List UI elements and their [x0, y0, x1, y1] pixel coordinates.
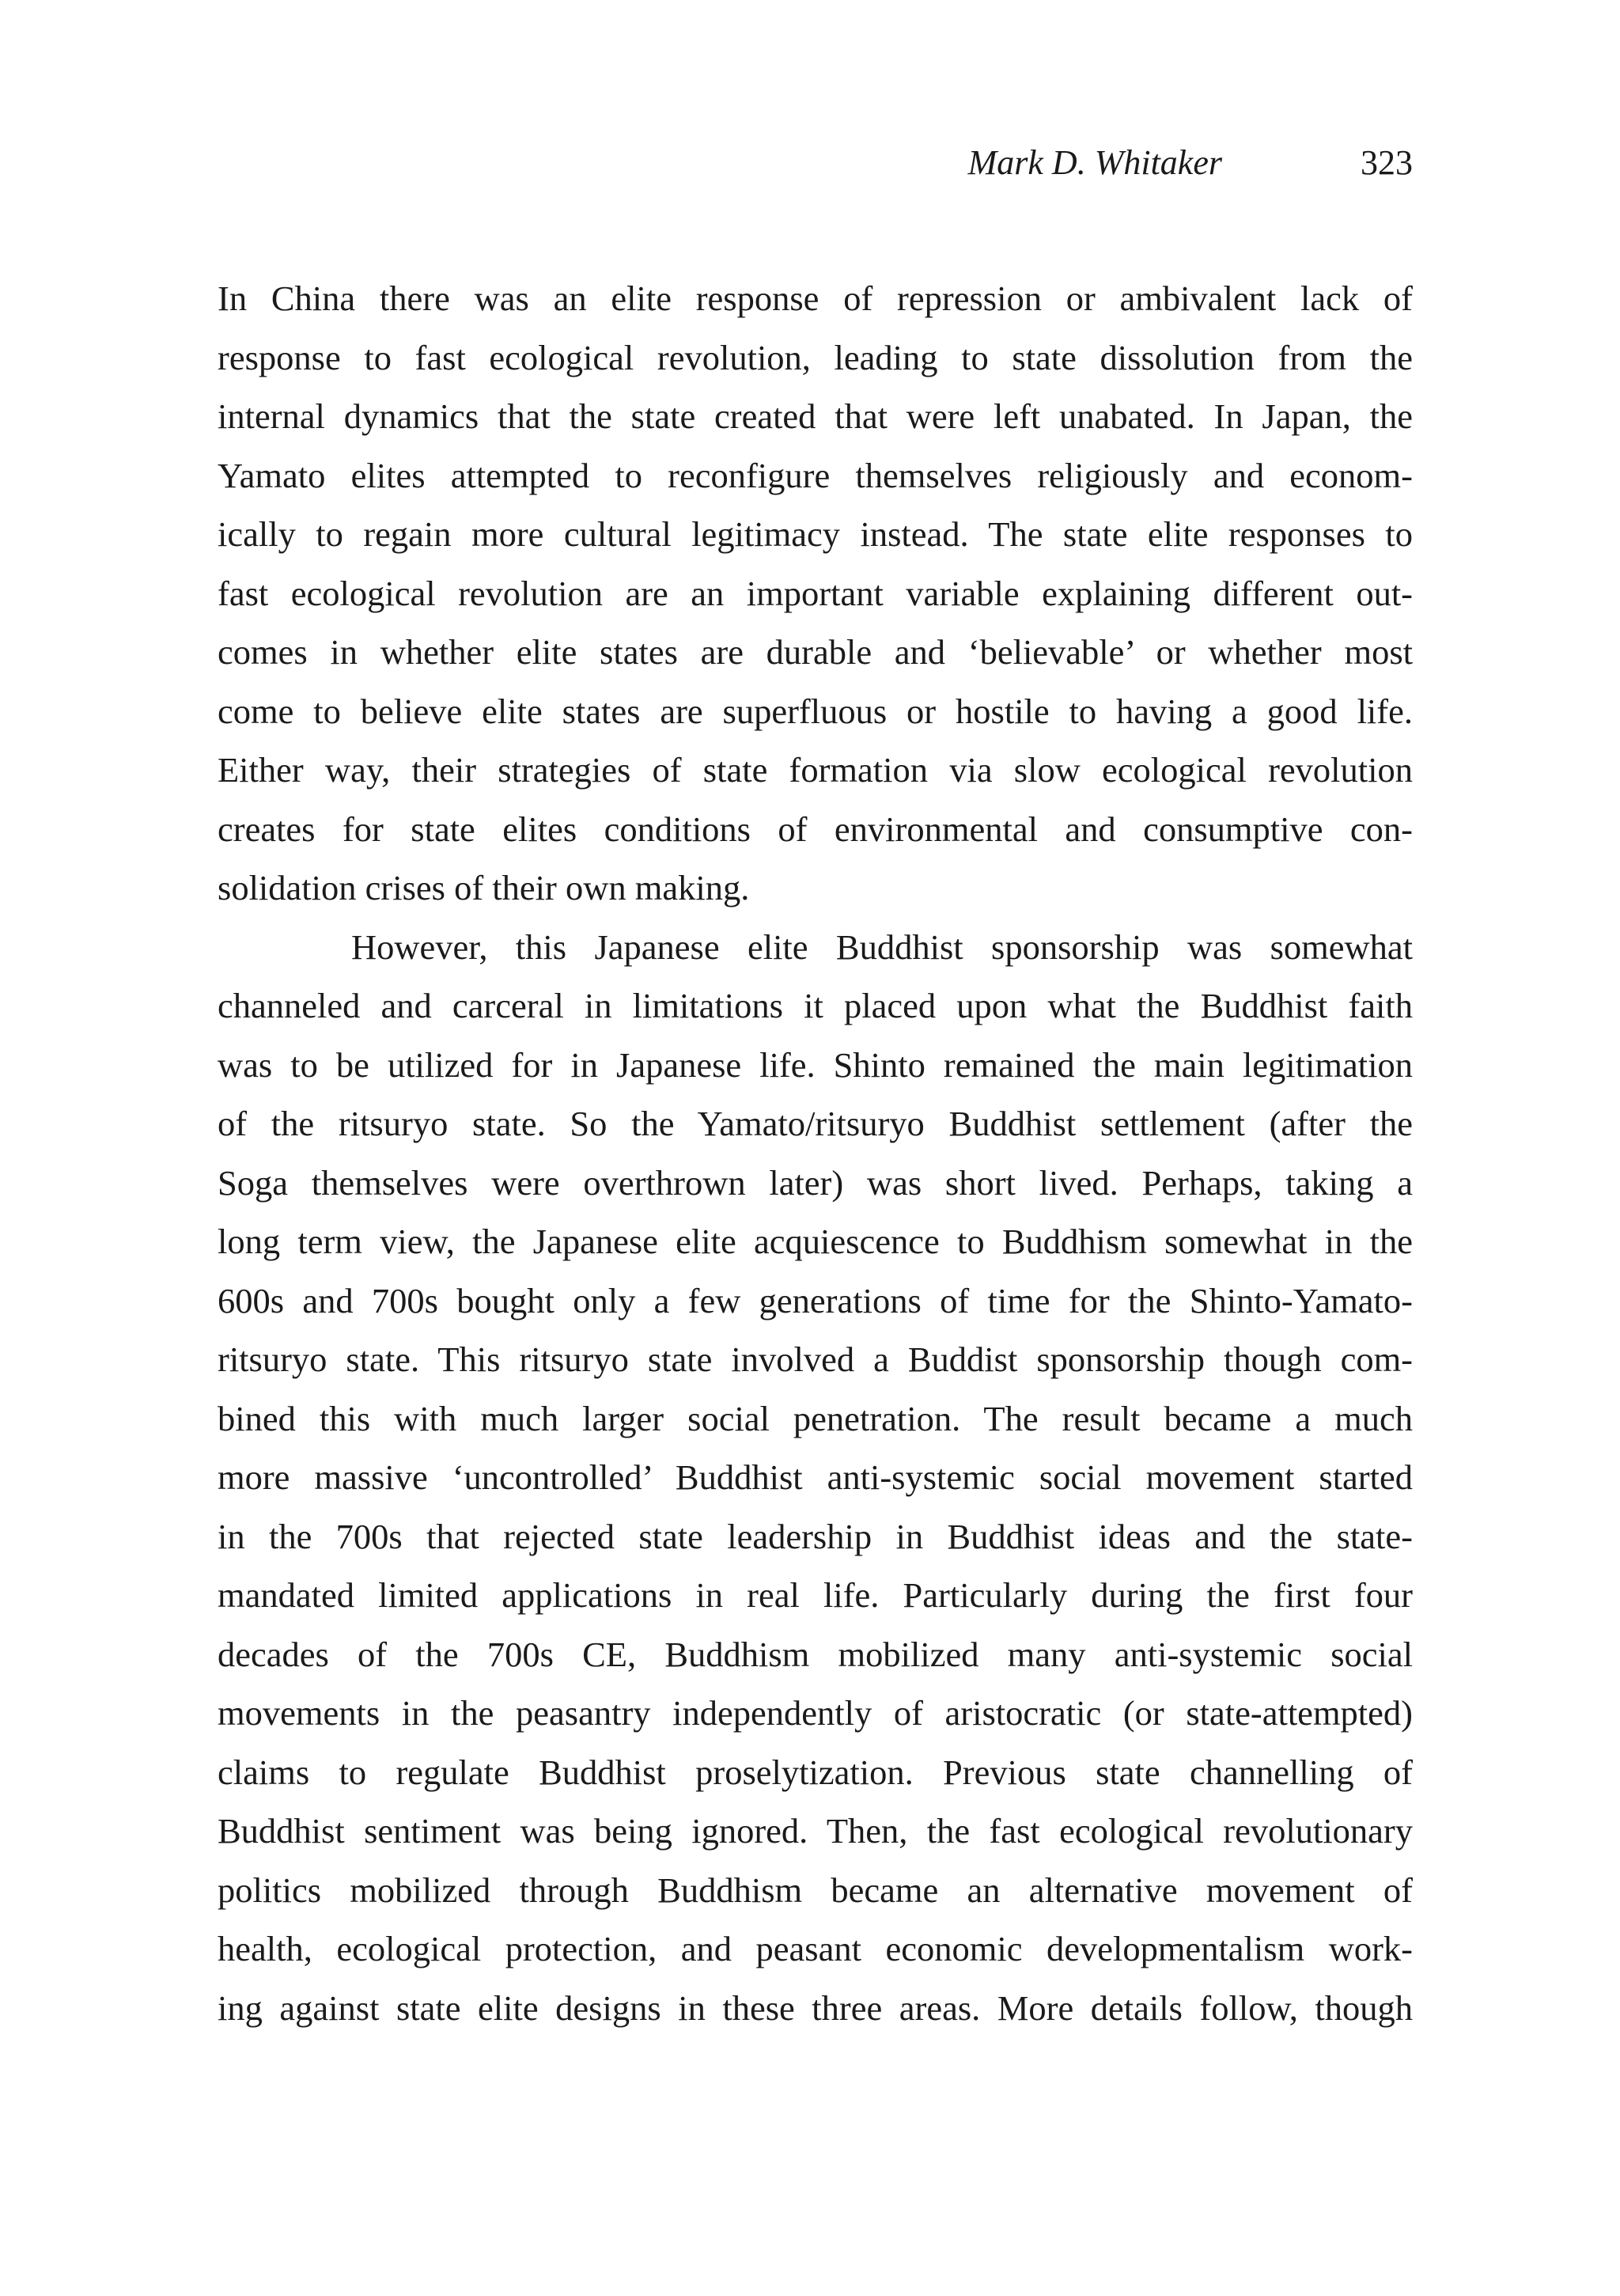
text-line: ically to regain more cultural legitimacy instead. The state elite responses to — [218, 514, 1413, 554]
text-line: However, this Japanese elite Buddhist sponsorship was somewhat — [351, 926, 1413, 967]
text-line: In China there was an elite response of repression or ambivalent lack of — [218, 278, 1413, 318]
text-line: movements in the peasantry independently of aristocratic (or state-attempted) — [218, 1693, 1413, 1733]
text-line: long term view, the Japanese elite acquiescence to Buddhism somewhat in the — [218, 1222, 1413, 1261]
text-line: was to be utilized for in Japanese life. Shinto remained the main legitimation — [218, 1044, 1413, 1085]
page-number: 323 — [1361, 143, 1413, 182]
text-line: mandated limited applications in real life. Particularly during the first four — [218, 1575, 1413, 1615]
text-line: Buddhist sentiment was being ignored. Then, the fast ecological revolutionary — [218, 1811, 1413, 1851]
text-line: come to believe elite states are superfluous or hostile to having a good life. — [218, 691, 1413, 731]
text-line: solidation crises of their own making. — [218, 868, 750, 907]
text-line: 600s and 700s bought only a few generations of time for the Shinto-Yamato- — [218, 1280, 1413, 1320]
paragraph-2 — [218, 918, 1413, 2038]
text-line: health, ecological protection, and peasant economic developmentalism work- — [218, 1929, 1413, 1968]
text-line: claims to regulate Buddhist proselytization. Previous state channelling of — [218, 1752, 1413, 1792]
text-line: of the ritsuryo state. So the Yamato/ritsuryo Buddhist settlement (after the — [218, 1104, 1413, 1143]
text-line: politics mobilized through Buddhism became an alternative movement of — [218, 1870, 1413, 1910]
body-text — [218, 269, 1413, 2037]
text-line: creates for state elites conditions of environmental and consumptive con- — [218, 809, 1413, 849]
text-line: decades of the 700s CE, Buddhism mobilized many anti-systemic social — [218, 1634, 1413, 1674]
text-line: in the 700s that rejected state leadership in Buddhist ideas and the state- — [218, 1516, 1413, 1556]
text-line: bined this with much larger social penetration. The result became a much — [218, 1398, 1413, 1438]
text-line: internal dynamics that the state created that were left unabated. In Japan, the — [218, 396, 1413, 436]
text-line: more massive ‘uncontrolled’ Buddhist anti-systemic social movement started — [218, 1457, 1413, 1497]
running-head-author: Mark D. Whitaker — [967, 143, 1222, 182]
text-line: ing against state elite designs in these three areas. More details follow, though — [218, 1987, 1413, 2028]
text-line: fast ecological revolution are an important variable explaining different out- — [218, 573, 1413, 613]
paragraph-1 — [218, 269, 1413, 918]
text-line: comes in whether elite states are durable and ‘believable’ or whether most — [218, 632, 1413, 672]
text-line: ritsuryo state. This ritsuryo state involved a Buddist sponsorship though com- — [218, 1339, 1413, 1379]
text-line: response to fast ecological revolution, leading to state dissolution from the — [218, 337, 1413, 377]
text-line: Either way, their strategies of state formation via slow ecological revolution — [218, 750, 1413, 790]
running-head — [218, 139, 1413, 187]
text-line: Soga themselves were overthrown later) was short lived. Perhaps, taking a — [218, 1162, 1413, 1203]
text-line: Yamato elites attempted to reconfigure themselves religiously and econom- — [218, 455, 1413, 495]
text-line: channeled and carceral in limitations it placed upon what the Buddhist faith — [218, 986, 1413, 1025]
